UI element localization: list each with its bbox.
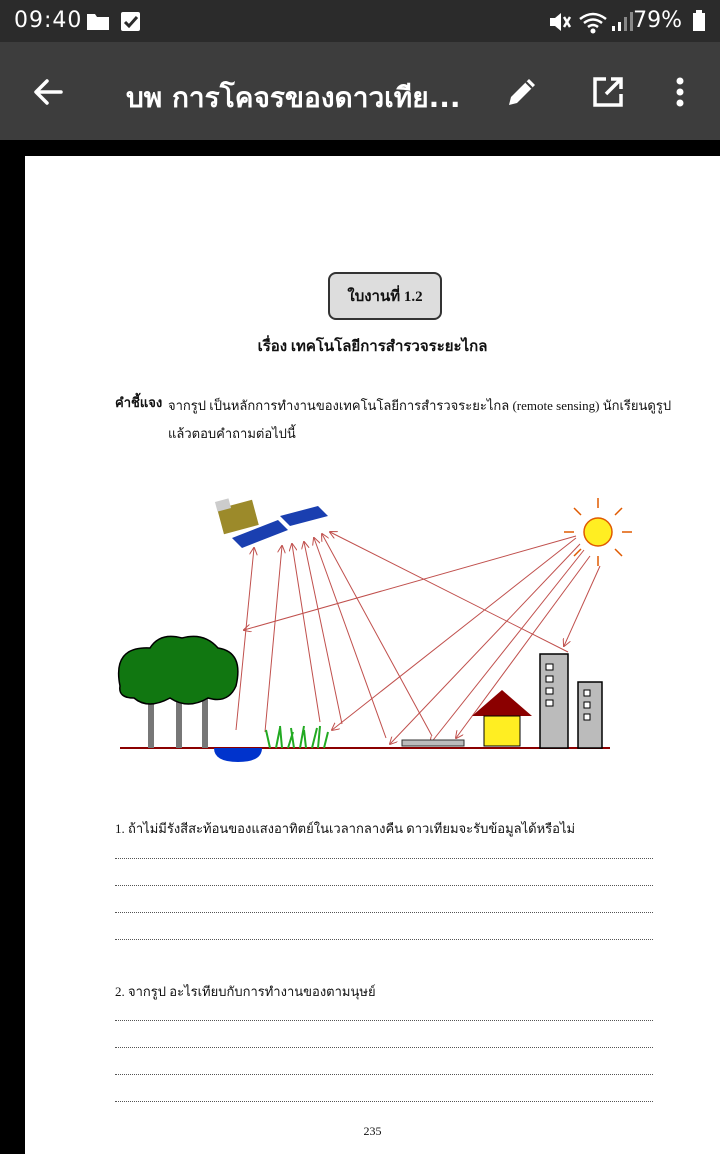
battery-percent: 79% — [633, 8, 682, 33]
answer-line — [115, 939, 653, 940]
back-arrow-icon[interactable] — [28, 72, 68, 112]
answer-line — [115, 885, 653, 886]
page-number: 235 — [363, 1124, 382, 1138]
worksheet-label: ใบงานที่ 1.2 — [347, 289, 423, 305]
checkbox-icon — [120, 11, 142, 37]
answer-line — [115, 1101, 653, 1102]
status-time: 09:40 — [14, 8, 83, 33]
wifi-icon — [578, 11, 608, 39]
more-vert-icon[interactable] — [660, 72, 700, 112]
worksheet-label-box — [328, 272, 442, 320]
satellite-icon — [215, 498, 328, 548]
document-page[interactable] — [25, 156, 720, 1154]
answer-line — [115, 858, 653, 859]
water-icon — [214, 748, 262, 762]
instruction-text: จากรูป เป็นหลักการทำงานของเทคโนโลยีการสำรวจระยะไกล (remote sensing) นักเรียนดูรูปแล้วตอบคำถามต่อไปนี้ — [168, 398, 672, 441]
instruction-label: คำชี้แจง — [115, 395, 163, 410]
worksheet-subject: เรื่อง เทคโนโลยีการสำรวจระยะไกล — [257, 339, 488, 355]
app-bar — [0, 42, 720, 140]
folder-icon — [86, 11, 110, 35]
signal-icon — [610, 11, 634, 37]
trees-icon — [119, 636, 238, 748]
open-external-icon[interactable] — [588, 72, 628, 112]
answer-line — [115, 1074, 653, 1075]
battery-icon — [692, 10, 706, 36]
buildings-icon — [540, 654, 602, 748]
sun-icon — [564, 498, 632, 566]
mute-icon — [548, 11, 574, 37]
answer-line — [115, 912, 653, 913]
answer-line — [115, 1047, 653, 1048]
question-2: 2. จากรูป อะไรเทียบกับการทำงานของตามนุษย์ — [115, 984, 376, 999]
road-icon — [402, 740, 464, 746]
answer-line — [115, 1020, 653, 1021]
edit-pencil-icon[interactable] — [502, 72, 542, 112]
question-1: 1. ถ้าไม่มีรังสีสะท้อนของแสงอาทิตย์ในเวลากลางคืน ดาวเทียมจะรับข้อมูลได้หรือไม่ — [115, 821, 576, 836]
status-bar — [0, 0, 720, 42]
house-icon — [472, 690, 532, 746]
remote-sensing-diagram — [110, 486, 640, 776]
document-title: บพ การโคจรของดาวเทีย... — [126, 81, 461, 114]
grass-icon — [266, 726, 328, 748]
